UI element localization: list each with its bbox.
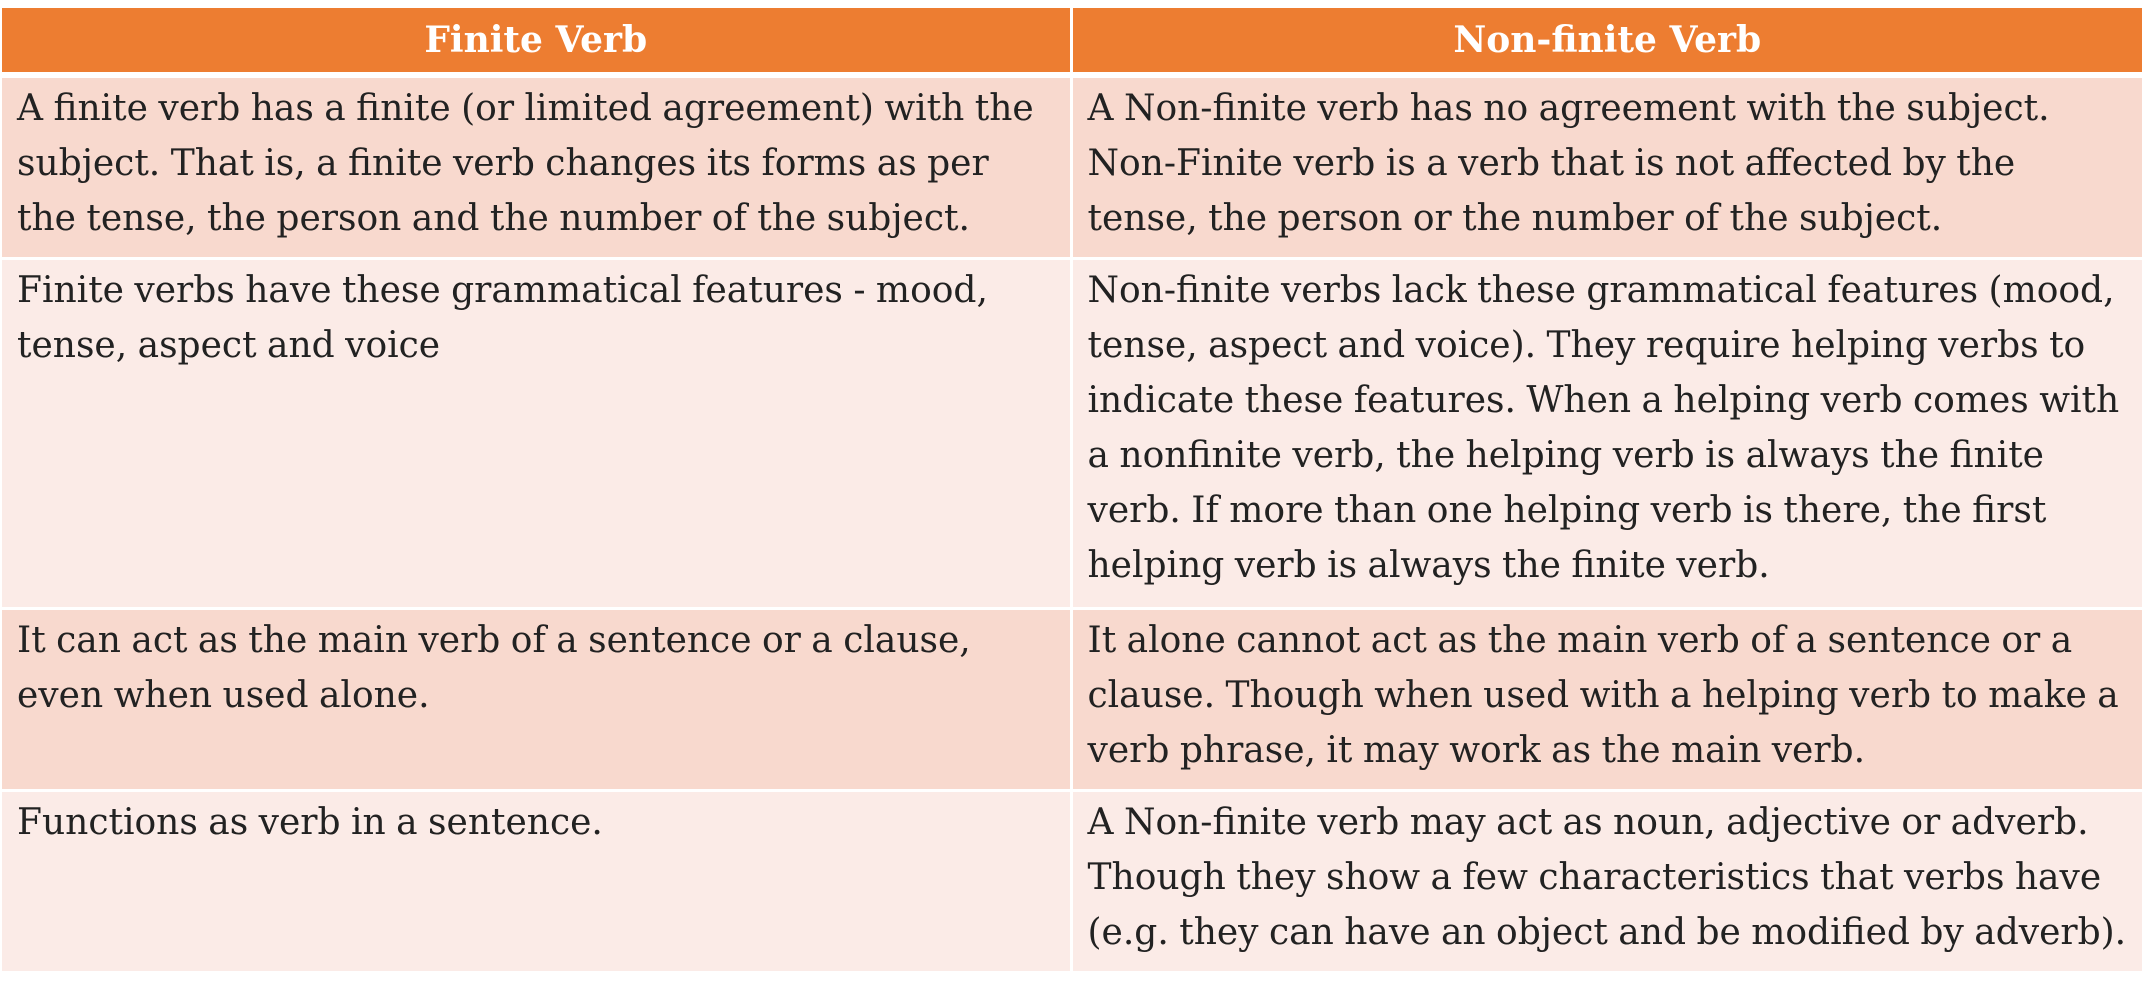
finite-cell: Finite verbs have these grammatical features - mood, tense, aspect and voice — [2, 259, 1071, 609]
table-header-row — [2, 8, 2142, 75]
header-non-finite-verb: Non-finite Verb — [1071, 8, 2142, 75]
finite-vs-nonfinite-table — [2, 8, 2142, 974]
nonfinite-cell: A Non-finite verb may act as noun, adjective or adverb. Though they show a few characteristics that verbs have (e.g. they can have an object and be modified by adverb). — [1071, 791, 2142, 973]
finite-cell: Functions as verb in a sentence. — [2, 791, 1071, 973]
finite-cell: It can act as the main verb of a sentence or a clause, even when used alone. — [2, 609, 1071, 791]
table-row — [2, 609, 2142, 791]
table-row — [2, 75, 2142, 259]
nonfinite-cell: Non-finite verbs lack these grammatical features (mood, tense, aspect and voice). They require helping verbs to indicate these features. When a helping verb comes with a nonfinite verb, the helping verb is always the finite verb. If more than one helping verb is there, the first helping verb is always the finite verb. — [1071, 259, 2142, 609]
finite-cell: A finite verb has a finite (or limited agreement) with the subject. That is, a finite verb changes its forms as per the tense, the person and the number of the subject. — [2, 75, 1071, 259]
nonfinite-cell: It alone cannot act as the main verb of a sentence or a clause. Though when used with a helping verb to make a verb phrase, it may work as the main verb. — [1071, 609, 2142, 791]
comparison-table-wrapper — [2, 8, 2142, 974]
table-row — [2, 259, 2142, 609]
table-row — [2, 791, 2142, 973]
header-finite-verb: Finite Verb — [2, 8, 1071, 75]
nonfinite-cell: A Non-finite verb has no agreement with the subject. Non-Finite verb is a verb that is not affected by the tense, the person or the number of the subject. — [1071, 75, 2142, 259]
